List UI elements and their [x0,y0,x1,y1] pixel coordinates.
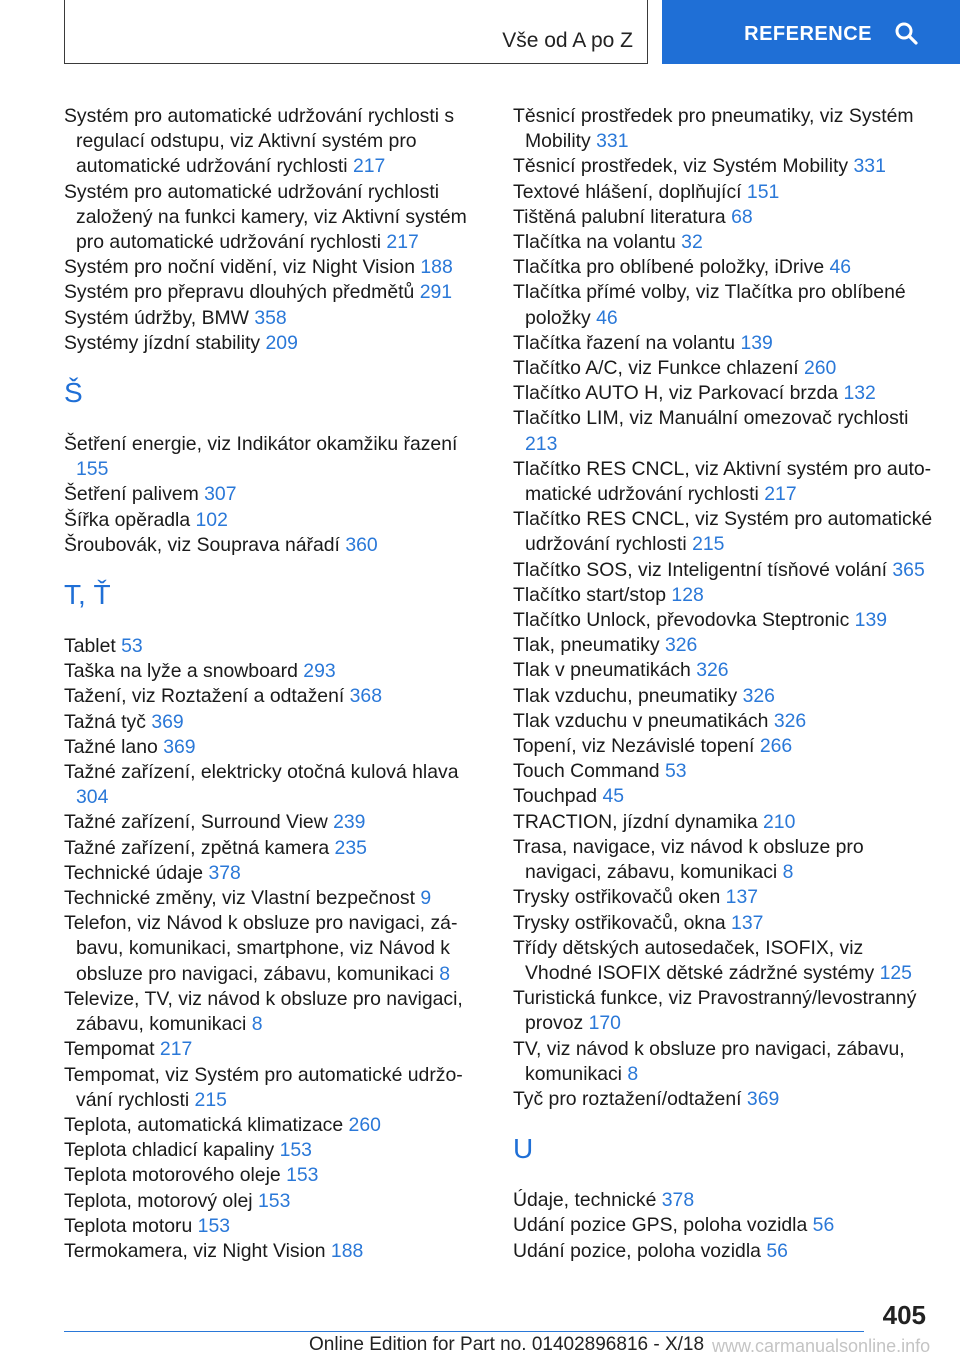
index-page-link[interactable]: 170 [588,1012,621,1035]
index-page-link[interactable]: 331 [596,130,629,153]
index-entry [513,406,933,456]
index-entry-text: Tablet [64,635,116,658]
index-page-link[interactable]: 326 [696,659,729,682]
index-entry [513,1239,933,1264]
index-entry [513,205,933,230]
index-page-link[interactable]: 326 [742,684,775,707]
index-page-link[interactable]: 56 [766,1239,788,1262]
index-entry [64,331,482,356]
index-entry-text: Technické změny, viz Vlastní bezpečnost [64,887,415,910]
index-page-link[interactable]: 137 [731,911,764,934]
index-entry-text: Udání pozice, poloha vozidla [513,1239,761,1262]
index-entry-text: Tlačítko Unlock, převodovka Steptronic [513,609,850,632]
index-entry [513,633,933,658]
index-entry-text: Tažné zařízení, zpětná kamera [64,836,330,859]
header-section-box [64,0,648,64]
index-entry [64,1113,482,1138]
index-entry-text: Systém údržby, BMW [64,306,249,329]
index-entry [64,482,482,507]
index-entry [64,659,482,684]
index-page-link[interactable]: 213 [525,432,558,455]
index-page-link[interactable]: 68 [731,205,753,228]
index-column-right [513,104,933,1264]
index-page-link[interactable]: 139 [740,331,773,354]
index-entry [64,1138,482,1163]
index-page-link[interactable]: 155 [76,458,109,481]
index-page-link[interactable]: 360 [345,533,378,556]
index-entry-text: Údaje, technické [513,1189,657,1212]
reference-tab[interactable] [662,0,960,64]
index-entry-text: Tažení, viz Roztažení a odtažení [64,685,345,708]
index-entry [64,104,482,180]
index-entry [513,835,933,885]
index-entry [513,356,933,381]
reference-label: REFERENCE [744,22,872,45]
index-entry [64,255,482,280]
index-page-link[interactable]: 139 [854,609,888,632]
index-page-link[interactable]: 46 [596,306,618,329]
index-entry [513,331,933,356]
index-entry-text: Těsnicí prostředek, viz Systém Mobility [513,155,849,178]
index-page-link[interactable]: 153 [286,1164,319,1187]
index-entry-text: Tlačítko RES CNCL, viz Aktivní systém pro automatické udržování rychlosti [513,457,932,506]
index-entry [64,1163,482,1188]
index-entry-text: Tlačítka řazení na volantu [513,331,736,354]
index-entry-text: TV, viz návod k obsluze pro navigaci, zábavu, komunikaci [513,1037,905,1085]
index-entry [513,986,933,1036]
index-entry [513,1037,933,1087]
index-page-link[interactable]: 8 [627,1062,639,1085]
index-page-link[interactable]: 8 [439,962,451,985]
index-entry [64,1189,482,1214]
index-entry-text: Šroubovák, viz Souprava nářadí [64,533,340,556]
index-page-link[interactable]: 137 [725,886,759,909]
index-column-left [64,104,482,1264]
index-entry-text: Třídy dětských autosedaček, ISOFIX, viz Vhodné ISOFIX dětské zádržné systémy [513,936,875,984]
index-page-link[interactable]: 188 [420,256,453,279]
index-page-link[interactable]: 266 [759,735,793,758]
index-entry [513,583,933,608]
index-entry [513,1213,933,1238]
index-page-link[interactable]: 369 [163,735,196,758]
index-entry-text: Trysky ostřikovačů, okna [513,911,726,934]
index-entry-text: Tažná tyč [64,710,146,733]
index-entry [513,230,933,255]
index-entry-text: Těsnicí prostředek pro pneumatiky, viz Systém Mobility [513,105,914,153]
index-page-link[interactable]: 215 [692,533,725,556]
index-entry-text: Teplota chladicí kapaliny [64,1139,275,1162]
index-page-link[interactable]: 378 [208,861,241,884]
index-page-link[interactable]: 53 [664,760,687,783]
index-entry-text: Tlačítko SOS, viz Inteligentní tísňové volání [513,558,887,581]
index-entry-text: Tlak, pneumatiky [513,634,660,657]
index-entry [513,255,933,280]
index-page-link[interactable]: 369 [151,710,184,733]
index-page-link[interactable]: 32 [681,231,703,254]
index-entry [64,710,482,735]
index-page-link[interactable]: 56 [812,1214,835,1237]
index-entry [64,1037,482,1062]
index-entry-text: Šetření energie, viz Indikátor okamžiku řazení [64,433,458,456]
index-entry-text: Trysky ostřikovačů oken [513,886,721,909]
index-entry-text: Tlačítko start/stop [513,583,667,606]
index-page-link[interactable]: 128 [671,583,704,606]
index-entry [513,936,933,986]
index-page-link[interactable]: 217 [386,231,419,254]
index-entry-text: Tištěná palubní literatura [513,205,726,228]
index-entry [64,861,482,886]
index-entry-text: Telefon, viz Návod k obsluze pro navigaci, zábavu, komunikaci, smartphone, viz Návod k obsluze pro navigaci, zábavu, komunikaci [64,912,458,985]
index-page-link[interactable]: 217 [352,155,386,178]
index-entry-text: Tyč pro roztažení/odtažení [513,1087,742,1110]
index-page-link[interactable]: 369 [746,1087,780,1110]
index-page-link[interactable]: 210 [763,810,796,833]
index-entry-text: Tlačítko RES CNCL, viz Systém pro automatické udržování rychlosti [513,508,933,556]
index-entry-text: Technické údaje [64,861,204,884]
index-entry [64,432,482,482]
index-page-link[interactable]: 8 [251,1013,263,1036]
edition-text: Online Edition for Part no. 01402896816 - X/18 [309,1334,705,1355]
index-entry [513,810,933,835]
index-entry [513,911,933,936]
index-entry-text: Udání pozice GPS, poloha vozidla [513,1214,808,1237]
index-page-link[interactable]: 153 [258,1189,291,1212]
index-entry [513,759,933,784]
index-page-link[interactable]: 358 [254,306,287,329]
index-entry [64,180,482,256]
index-entry [64,533,482,558]
index-page-link[interactable]: 53 [121,635,143,658]
index-entry-text: Tlačítko AUTO H, viz Parkovací brzda [513,382,839,405]
index-page-link[interactable]: 8 [782,861,794,884]
index-entry [64,810,482,835]
index-entry-text: Tlak v pneumatikách [513,659,691,682]
index-page-link[interactable]: 304 [76,786,109,809]
index-entry [513,784,933,809]
index-page-link[interactable]: 151 [746,180,780,203]
index-entry-text: Tlačítko LIM, viz Manuální omezovač rychlosti [513,407,909,430]
index-page-link[interactable]: 217 [159,1038,193,1061]
index-entry-text: Textové hlášení, doplňující [513,180,742,203]
index-page-link[interactable]: 235 [334,836,367,859]
index-page-link[interactable]: 153 [279,1139,312,1162]
index-entry [513,608,933,633]
index-entry [513,154,933,179]
index-entry-text: Tlak vzduchu v pneumatikách [513,709,769,732]
index-entry [513,709,933,734]
index-entry [513,381,933,406]
index-entry-text: Šetření palivem [64,483,199,506]
index-page-link[interactable]: 132 [843,382,876,405]
index-entry [513,507,933,557]
index-entry [64,1214,482,1239]
index-entry [64,836,482,861]
index-entry [64,911,482,987]
index-entry-text: Teplota motoru [64,1214,193,1237]
index-entry [513,104,933,154]
index-entry-text: Touch Command [513,760,660,783]
index-entry-text: Tažné zařízení, Surround View [64,811,328,834]
index-entry-text: Tlačítko A/C, viz Funkce chlazení [513,357,799,380]
index-page-link[interactable]: 307 [204,483,237,506]
index-page-link[interactable]: 153 [197,1214,231,1237]
index-page-link[interactable]: 326 [773,709,807,732]
index-entry [513,558,933,583]
index-entry-text: Šířka opěradla [64,508,191,531]
index-entry [513,684,933,709]
index-page-link[interactable]: 125 [879,961,912,984]
watermark: www.carmanualsonline.info [712,1336,931,1356]
index-entry [513,280,933,330]
index-entry [513,885,933,910]
index-entry-text: Tlačítka pro oblíbené položky, iDrive [513,256,825,279]
index-entry [513,658,933,683]
index-page-link[interactable]: 217 [764,483,797,506]
index-entry [513,457,933,507]
index-entry-text: Systém pro noční vidění, viz Night Vision [64,256,415,279]
index-entry-text: Trasa, navigace, viz návod k obsluze pro navigaci, zábavu, komunikaci [513,835,864,884]
index-entry-text: Systém pro přepravu dlouhých předmětů [64,281,415,304]
index-page-link[interactable]: 215 [194,1088,227,1111]
index-letter-heading: Š [64,377,83,409]
index-entry-text: Teplota motorového oleje [64,1164,281,1187]
index-page-link[interactable]: 9 [420,887,432,910]
index-entry-text: Termokamera, viz Night Vision [64,1239,326,1262]
index-entry-text: Tlak vzduchu, pneumatiky [513,684,738,707]
index-page-link[interactable]: 46 [829,256,852,279]
index-entry-text: Tlačítka přímé volby, viz Tlačítka pro oblíbené položky [513,281,906,329]
index-letter-heading: T, Ť [64,579,111,611]
index-entry [513,734,933,759]
index-entry-text: Tlačítka na volantu [513,231,676,254]
index-entry [64,1063,482,1113]
index-entry-text: TRACTION, jízdní dynamika [513,810,758,833]
index-entry [64,886,482,911]
index-letter-heading: U [513,1133,534,1165]
index-entry [64,684,482,709]
index-page-link[interactable]: 378 [661,1189,695,1212]
index-page-link[interactable]: 365 [892,558,925,581]
index-page-link[interactable]: 209 [265,331,298,354]
index-page-link[interactable]: 291 [419,281,453,304]
index-entry [64,760,482,810]
index-entry [64,735,482,760]
index-page-link[interactable]: 326 [664,634,698,657]
section-title: Vše od A po Z [502,29,633,52]
index-entry-text: Systém pro automatické udržování rychlosti založený na funkci kamery, viz Aktivní systém pro automatické udržování rychlosti [64,180,467,254]
index-entry-text: Touchpad [513,785,598,808]
index-entry-text: Teplota, automatická klimatizace [64,1113,344,1136]
index-page-link[interactable]: 293 [303,660,336,683]
index-entry-text: Tempomat [64,1038,155,1061]
index-entry [64,508,482,533]
index-entry-text: Systém pro automatické udržování rychlosti s regulací odstupu, viz Aktivní systém pro automatické udržování rychlosti [64,105,455,178]
index-entry-text: Tempomat, viz Systém pro automatické udržování rychlosti [64,1063,463,1111]
index-page-link[interactable]: 260 [803,357,837,380]
index-entry-text: Systémy jízdní stability [64,331,261,354]
index-entry [513,1188,933,1213]
page-number: 405 [882,1300,926,1330]
index-entry [64,634,482,659]
index-page-link[interactable]: 188 [330,1239,364,1262]
index-page-link[interactable]: 260 [348,1113,381,1136]
index-entry [513,180,933,205]
index-entry-text: Teplota, motorový olej [64,1189,253,1212]
index-entry-text: Turistická funkce, viz Pravostranný/levostranný provoz [513,987,917,1035]
index-entry-text: Taška na lyže a snowboard [64,660,298,683]
index-entry [513,1087,933,1112]
index-page-link[interactable]: 102 [195,508,228,531]
index-entry [64,987,482,1037]
search-icon [894,21,918,45]
index-entry [64,306,482,331]
index-entry-text: Tažné lano [64,735,158,758]
footer-divider [64,1331,864,1332]
index-entry-text: Topení, viz Nezávislé topení [513,735,755,758]
index-entry [64,1239,482,1264]
index-page-link[interactable]: 239 [333,811,366,834]
index-page-link[interactable]: 45 [602,785,625,808]
index-page-link[interactable]: 331 [853,155,886,178]
index-entry [64,280,482,305]
index-entry-text: Televize, TV, viz návod k obsluze pro navigaci, zábavu, komunikaci [64,987,463,1036]
index-entry-text: Tažné zařízení, elektricky otočná kulová hlava [64,761,459,784]
index-page-link[interactable]: 368 [349,685,382,708]
